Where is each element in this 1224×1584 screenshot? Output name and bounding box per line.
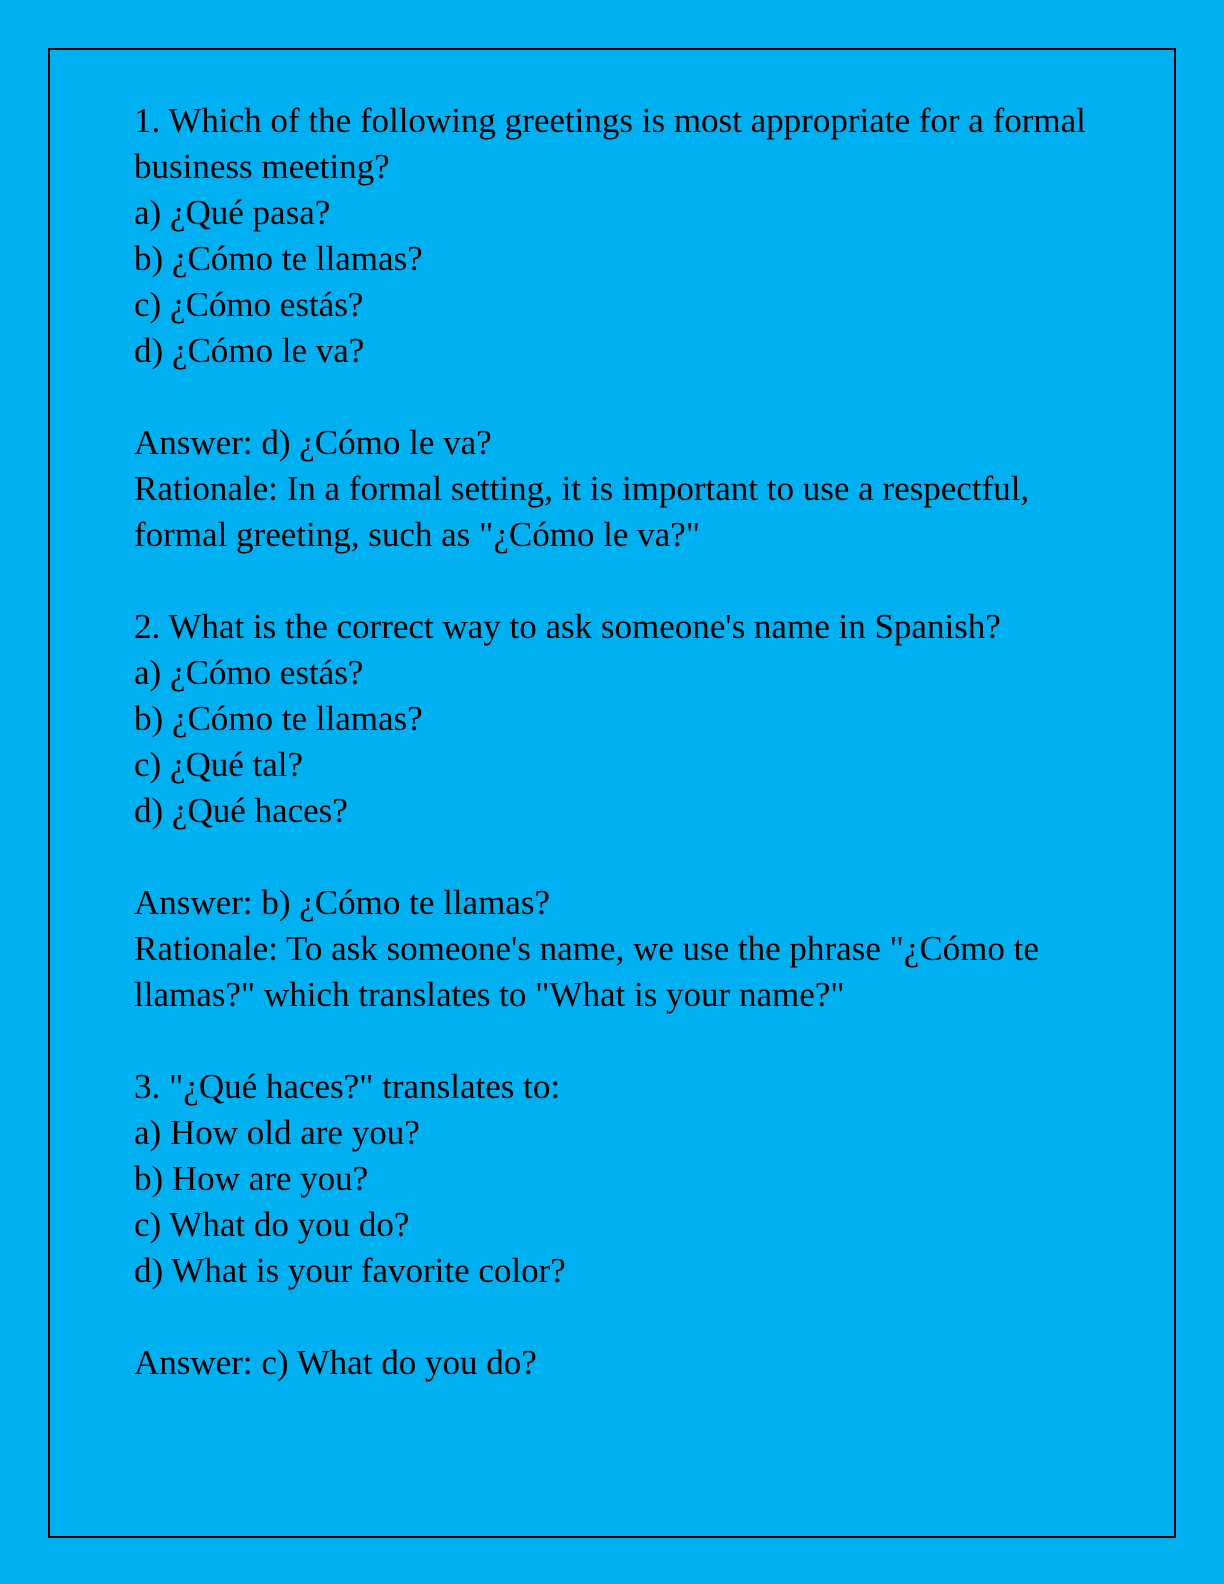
rationale-text: Rationale: To ask someone's name, we use the phrase "¿Cómo te llamas?" which translates to "What is your name?" bbox=[134, 929, 1048, 1014]
option-a: a) How old are you? bbox=[134, 1113, 420, 1152]
question-text: 3. "¿Qué haces?" translates to: bbox=[134, 1067, 561, 1106]
answer-text: Answer: d) ¿Cómo le va? bbox=[134, 423, 492, 462]
quiz-content bbox=[134, 98, 1094, 1432]
answer-text: Answer: b) ¿Cómo te llamas? bbox=[134, 883, 551, 922]
question-text: 2. What is the correct way to ask someone's name in Spanish? bbox=[134, 607, 1001, 646]
question-2 bbox=[134, 604, 1094, 834]
option-c: c) ¿Cómo estás? bbox=[134, 285, 364, 324]
answer-1 bbox=[134, 420, 1094, 558]
answer-3 bbox=[134, 1340, 1094, 1386]
rationale-text: Rationale: In a formal setting, it is important to use a respectful, formal greeting, such as "¿Cómo le va?" bbox=[134, 469, 1038, 554]
option-d: d) ¿Cómo le va? bbox=[134, 331, 365, 370]
option-b: b) ¿Cómo te llamas? bbox=[134, 699, 423, 738]
option-a: a) ¿Qué pasa? bbox=[134, 193, 331, 232]
option-b: b) How are you? bbox=[134, 1159, 369, 1198]
question-1 bbox=[134, 98, 1094, 374]
option-d: d) ¿Qué haces? bbox=[134, 791, 348, 830]
option-a: a) ¿Cómo estás? bbox=[134, 653, 364, 692]
option-c: c) What do you do? bbox=[134, 1205, 410, 1244]
answer-text: Answer: c) What do you do? bbox=[134, 1343, 537, 1382]
question-3 bbox=[134, 1064, 1094, 1294]
option-c: c) ¿Qué tal? bbox=[134, 745, 304, 784]
option-b: b) ¿Cómo te llamas? bbox=[134, 239, 423, 278]
answer-2 bbox=[134, 880, 1094, 1018]
question-text: 1. Which of the following greetings is most appropriate for a formal business meeting? bbox=[134, 101, 1095, 186]
option-d: d) What is your favorite color? bbox=[134, 1251, 566, 1290]
